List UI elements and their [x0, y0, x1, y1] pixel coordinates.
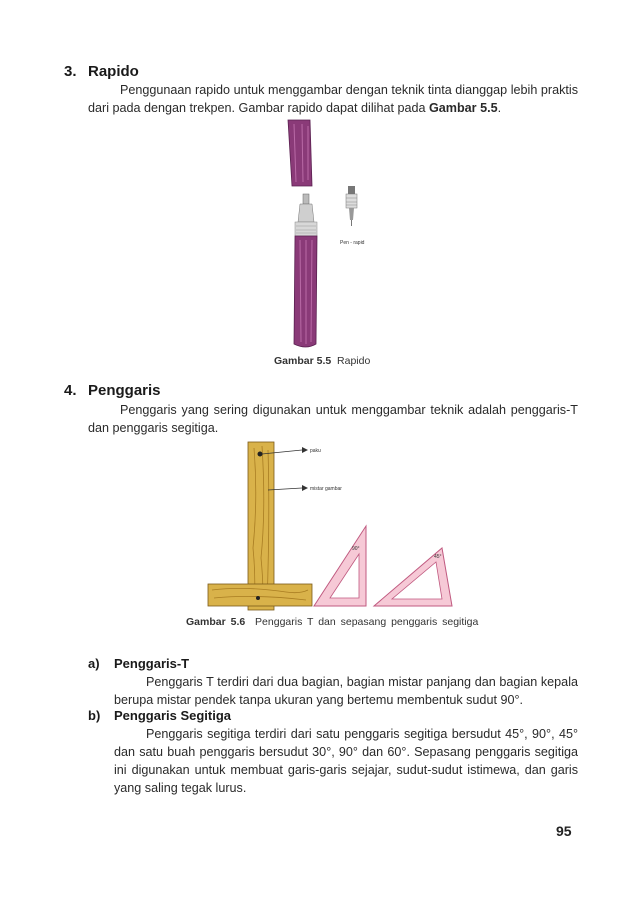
section-3-heading — [64, 63, 139, 80]
figure-5-6-caption — [186, 616, 478, 628]
triangle-1-angle-label: 90° — [352, 546, 360, 552]
t-square-triangles-illustration — [206, 438, 460, 612]
sub-a-text: Penggaris T terdiri dari dua bagian, bagian mistar panjang dan bagian kepala berupa mistar pendek tanpa ukuran yang bertemu membentuk sudut 90°. — [114, 675, 578, 707]
section-3-figure-ref: Gambar 5.5 — [428, 101, 498, 115]
figure-5-5-caption-text: Rapido — [337, 355, 371, 367]
figure-5-6-label: Gambar 5.6 — [186, 616, 246, 628]
sub-b-paragraph — [114, 725, 578, 797]
triangle-2-angle-label: 45° — [434, 554, 442, 560]
section-3-paragraph — [88, 81, 578, 117]
section-4-heading — [64, 382, 161, 399]
figure-5-5-caption — [274, 355, 370, 367]
section-4-text: Penggaris yang sering digunakan untuk menggambar teknik adalah penggaris-T dan penggaris segitiga. — [88, 403, 578, 435]
section-3-number: 3. — [64, 63, 77, 80]
section-3-text-end: . — [497, 101, 502, 115]
figure-5-6-caption-text: Penggaris T dan sepasang penggaris segitiga — [255, 616, 479, 628]
section-4-number: 4. — [64, 382, 77, 399]
sub-a-letter: a) — [88, 656, 100, 671]
section-3-text: Penggunaan rapido untuk menggambar dengan teknik tinta dianggap lebih praktis dari pada dengan trekpen. Gambar rapido dapat dilihat pada — [88, 83, 578, 115]
sub-b-title: Penggaris Segitiga — [114, 708, 232, 723]
sub-a-title: Penggaris-T — [114, 656, 190, 671]
sub-b-letter: b) — [88, 708, 101, 723]
page-number: 95 — [556, 823, 572, 839]
rapido-illustration — [270, 116, 380, 352]
figure-5-5-label: Gambar 5.5 — [274, 355, 332, 367]
t-square-label-top: paku — [310, 448, 321, 454]
rapido-insert-label: Pen - rapid — [340, 240, 365, 246]
sub-b-text: Penggaris segitiga terdiri dari satu penggaris segitiga bersudut 45°, 90°, 45° dan satu buah penggaris bersudut 30°, 90° dan 60°. Sepasang penggaris segitiga ini digunakan untuk membuat garis-garis sejajar, sudut-sudut istimewa, dan garis yang saling tegak lurus. — [114, 727, 578, 795]
sub-a-paragraph — [114, 673, 578, 709]
sub-b-heading — [88, 708, 231, 723]
section-4-paragraph — [88, 401, 578, 437]
t-square-label-mid: mistar gambar — [310, 486, 342, 492]
section-3-title: Rapido — [88, 63, 139, 80]
sub-a-heading — [88, 656, 189, 671]
section-4-title: Penggaris — [88, 382, 161, 399]
